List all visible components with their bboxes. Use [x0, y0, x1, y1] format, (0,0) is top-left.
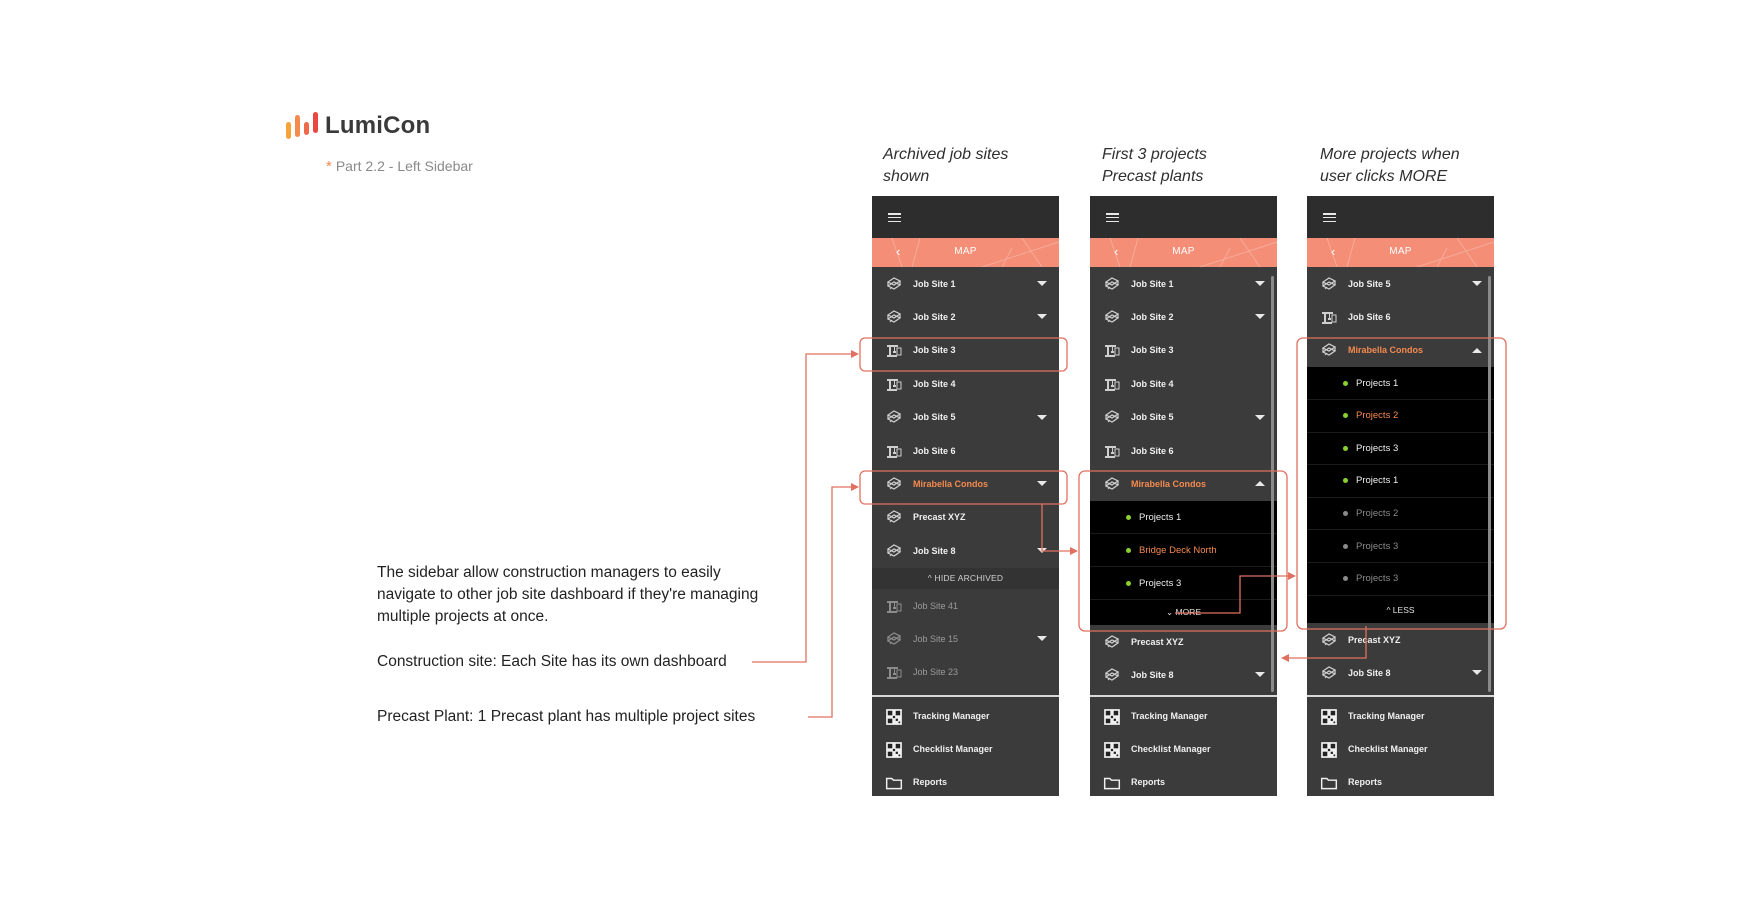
project-item[interactable]	[1090, 567, 1277, 600]
sidebar-item-job-site-8[interactable]	[1307, 656, 1494, 689]
sidebar-item-label: Job Site 3	[1131, 345, 1174, 356]
sidebar-topbar	[1307, 196, 1494, 238]
chevron-down-icon[interactable]	[1472, 281, 1482, 286]
precast-plant-icon	[885, 631, 903, 647]
sidebar-item-job-site-8[interactable]	[1090, 658, 1277, 691]
lumicon-logo-icon	[285, 110, 321, 142]
chevron-left-icon[interactable]: ‹	[1331, 244, 1336, 259]
folder-icon	[1103, 774, 1121, 790]
sidebar-item-label: Job Site 1	[913, 278, 956, 289]
page-subtitle: * Part 2.2 - Left Sidebar	[326, 158, 473, 175]
sidebar-item-label: Job Site 5	[913, 412, 956, 423]
project-item[interactable]	[1307, 563, 1494, 596]
sidebar-item-label: Job Site 5	[1348, 278, 1391, 289]
project-item[interactable]	[1307, 497, 1494, 530]
project-list-expanded	[1307, 367, 1494, 623]
sidebar-item-job-site-6[interactable]	[1090, 434, 1277, 467]
chevron-down-icon[interactable]	[1037, 636, 1047, 641]
brand-name: LumiCon	[325, 112, 431, 139]
precast-plant-icon	[885, 543, 903, 559]
status-dot-icon	[1343, 413, 1348, 418]
project-item[interactable]	[1307, 400, 1494, 433]
sidebar-item-checklist-manager[interactable]	[872, 732, 1059, 765]
sidebar-more-projects	[1307, 196, 1494, 796]
sidebar-item-precast-xyz[interactable]	[1307, 623, 1494, 656]
sidebar-item-label: Mirabella Condos	[913, 478, 989, 489]
qr-code-icon	[1103, 708, 1121, 724]
qr-code-icon	[885, 741, 903, 757]
precast-plant-icon	[1320, 342, 1338, 358]
sidebar-item-job-site-4[interactable]	[872, 367, 1059, 400]
sidebar-item-label: Job Site 2	[1131, 311, 1174, 322]
map-label: MAP	[1172, 246, 1195, 257]
precast-plant-icon	[1320, 276, 1338, 292]
sidebar-item-label: Job Site 6	[1131, 445, 1174, 456]
sidebar-item-label: Job Site 2	[913, 311, 956, 322]
sidebar-item-checklist-manager[interactable]	[1090, 732, 1277, 765]
caption-first-projects: First 3 projects Precast plants	[1102, 146, 1207, 185]
status-dot-icon	[1126, 548, 1131, 553]
scrollbar[interactable]	[1488, 276, 1491, 692]
crane-icon	[885, 342, 903, 358]
arrow-construction-site	[752, 354, 858, 662]
sidebar-item-label: Job Site 8	[1348, 667, 1391, 678]
more-button[interactable]: ⌄ MORE	[1166, 607, 1201, 617]
map-button[interactable]	[1090, 238, 1277, 267]
precast-plant-icon	[1320, 665, 1338, 681]
sidebar-item-label: Tracking Manager	[1348, 710, 1425, 721]
map-button[interactable]	[872, 238, 1059, 267]
project-label: Projects 3	[1356, 540, 1399, 552]
sidebar-item-label: Job Site 6	[913, 445, 956, 456]
sidebar-divider	[1090, 695, 1277, 697]
sidebar-item-label: Tracking Manager	[913, 710, 990, 721]
hamburger-menu-icon[interactable]	[1106, 213, 1119, 222]
sidebar-item-mirabella-condos[interactable]	[1307, 334, 1494, 367]
precast-plant-icon	[885, 476, 903, 492]
project-item[interactable]	[1090, 501, 1277, 534]
status-dot-icon	[1343, 446, 1348, 451]
project-item[interactable]	[1307, 530, 1494, 563]
crane-icon	[1103, 443, 1121, 459]
chevron-down-icon[interactable]	[1037, 481, 1047, 486]
crane-icon	[885, 443, 903, 459]
sidebar-topbar	[1090, 196, 1277, 238]
chevron-up-icon[interactable]	[1472, 348, 1482, 353]
sidebar-topbar	[872, 196, 1059, 238]
sidebar-item-label: Job Site 5	[1131, 412, 1174, 423]
project-label: Bridge Deck North	[1139, 544, 1217, 556]
sidebar-item-reports[interactable]	[1307, 765, 1494, 796]
project-item[interactable]	[1307, 367, 1494, 400]
crane-icon	[885, 664, 903, 680]
project-item[interactable]	[1307, 432, 1494, 465]
scrollbar[interactable]	[1271, 276, 1274, 692]
project-item[interactable]	[1090, 534, 1277, 567]
precast-plant-icon	[885, 509, 903, 525]
sidebar-item-label: Job Site 6	[1348, 311, 1391, 322]
precast-plant-icon	[885, 409, 903, 425]
precast-plant-icon	[1320, 632, 1338, 648]
folder-icon	[885, 774, 903, 790]
chevron-down-icon[interactable]	[1255, 314, 1265, 319]
chevron-down-icon[interactable]	[1255, 672, 1265, 677]
crane-icon	[1103, 376, 1121, 392]
sidebar-item-label: Precast XYZ	[1131, 636, 1184, 647]
construction-site-note: Construction site: Each Site has its own dashboard	[377, 653, 727, 670]
chevron-down-icon[interactable]	[1037, 548, 1047, 553]
sidebar-item-job-site-2[interactable]	[1090, 300, 1277, 333]
precast-plant-icon	[1103, 634, 1121, 650]
status-dot-icon	[1343, 511, 1348, 516]
status-dot-icon	[1126, 581, 1131, 586]
project-label: Projects 1	[1139, 511, 1182, 523]
sidebar-divider	[872, 695, 1059, 697]
map-label: MAP	[954, 246, 977, 257]
arrow-precast-plant	[808, 487, 858, 717]
sidebar-item-label: Reports	[1348, 776, 1383, 787]
chevron-left-icon[interactable]: ‹	[1114, 244, 1119, 259]
precast-plant-icon	[1103, 476, 1121, 492]
qr-code-icon	[885, 708, 903, 724]
sidebar-item-label: Job Site 4	[913, 378, 956, 389]
project-label: Projects 1	[1356, 475, 1399, 487]
chevron-down-icon[interactable]	[1472, 670, 1482, 675]
crane-icon	[885, 598, 903, 614]
sidebar-item-job-site-3[interactable]	[1090, 334, 1277, 367]
project-label: Projects 3	[1356, 573, 1399, 585]
sidebar-item-job-site-5[interactable]	[1090, 401, 1277, 434]
hide-archived-button[interactable]: ^ HIDE ARCHIVED	[872, 568, 1059, 589]
sidebar-archived	[872, 196, 1059, 796]
sidebar-item-label: Tracking Manager	[1131, 710, 1208, 721]
sidebar-item-mirabella-condos[interactable]	[1090, 467, 1277, 500]
sidebar-item-precast-xyz[interactable]	[1090, 625, 1277, 658]
qr-code-icon	[1320, 708, 1338, 724]
chevron-down-icon[interactable]	[1037, 415, 1047, 420]
precast-plant-note: Precast Plant: 1 Precast plant has multiple project sites	[377, 708, 756, 725]
project-label: Projects 3	[1356, 442, 1399, 454]
chevron-down-icon[interactable]	[1255, 415, 1265, 420]
sidebar-item-job-site-1[interactable]	[1090, 267, 1277, 300]
sidebar-item-label: Job Site 3	[913, 345, 956, 356]
sidebar-item-label: Job Site 8	[913, 545, 956, 556]
project-label: Projects 2	[1356, 410, 1399, 422]
sidebar-item-tracking-manager[interactable]	[1307, 699, 1494, 732]
sidebar-item-job-site-6[interactable]	[1307, 300, 1494, 333]
project-list	[1090, 501, 1277, 625]
sidebar-item-job-site-3[interactable]	[872, 334, 1059, 367]
map-label: MAP	[1389, 246, 1412, 257]
sidebar-item-label: Mirabella Condos	[1348, 345, 1424, 356]
sidebar-item-job-site-15[interactable]	[872, 622, 1059, 655]
sidebar-item-label: Precast XYZ	[1348, 634, 1401, 645]
sidebar-item-label: Reports	[913, 776, 948, 787]
sidebar-item-label: Reports	[1131, 776, 1166, 787]
sidebar-item-label: Job Site 23	[913, 667, 959, 678]
status-dot-icon	[1343, 576, 1348, 581]
sidebar-item-label: Job Site 41	[913, 600, 959, 611]
status-dot-icon	[1126, 515, 1131, 520]
sidebar-item-reports[interactable]	[1090, 765, 1277, 796]
chevron-up-icon[interactable]	[1255, 481, 1265, 486]
sidebar-item-label: Job Site 1	[1131, 278, 1174, 289]
sidebar-item-label: Precast XYZ	[913, 512, 966, 523]
sidebar-item-job-site-5[interactable]	[872, 401, 1059, 434]
chevron-down-icon[interactable]	[1255, 281, 1265, 286]
crane-icon	[885, 376, 903, 392]
sidebar-item-job-site-4[interactable]	[1090, 367, 1277, 400]
hamburger-menu-icon[interactable]	[1323, 213, 1336, 222]
status-dot-icon	[1343, 381, 1348, 386]
sidebar-item-label: Job Site 8	[1131, 669, 1174, 680]
project-label: Projects 3	[1139, 577, 1182, 589]
sidebar-item-job-site-23[interactable]	[872, 656, 1059, 689]
project-label: Projects 1	[1356, 377, 1399, 389]
sidebar-item-mirabella-condos[interactable]	[872, 467, 1059, 500]
intro-description: The sidebar allow construction managers to easily navigate to other job site dashboard if they're managing multiple projects at once.	[377, 564, 759, 625]
chevron-down-icon[interactable]	[1037, 281, 1047, 286]
chevron-down-icon[interactable]	[1037, 314, 1047, 319]
sidebar-item-label: Mirabella Condos	[1131, 478, 1207, 489]
precast-plant-icon	[885, 309, 903, 325]
precast-plant-icon	[885, 276, 903, 292]
sidebar-item-label: Checklist Manager	[1348, 743, 1428, 754]
sidebar-item-label: Job Site 4	[1131, 378, 1174, 389]
star-icon: *	[326, 158, 332, 175]
precast-plant-icon	[1103, 409, 1121, 425]
hamburger-menu-icon[interactable]	[888, 213, 901, 222]
chevron-left-icon[interactable]: ‹	[896, 244, 901, 259]
sidebar-item-label: Checklist Manager	[1131, 743, 1211, 754]
crane-icon	[1103, 342, 1121, 358]
precast-plant-icon	[1103, 667, 1121, 683]
caption-more-projects: More projects when user clicks MORE	[1320, 146, 1460, 185]
sidebar-item-job-site-8[interactable]	[872, 534, 1059, 567]
folder-icon	[1320, 774, 1338, 790]
project-item[interactable]	[1307, 465, 1494, 498]
sidebar-item-job-site-5[interactable]	[1307, 267, 1494, 300]
caption-archived: Archived job sites shown	[883, 146, 1009, 185]
qr-code-icon	[1320, 741, 1338, 757]
sidebar-item-label: Checklist Manager	[913, 743, 993, 754]
sidebar-item-job-site-6[interactable]	[872, 434, 1059, 467]
qr-code-icon	[1103, 741, 1121, 757]
sidebar-first-projects	[1090, 196, 1277, 796]
map-button[interactable]	[1307, 238, 1494, 267]
less-button[interactable]: ^ LESS	[1386, 605, 1415, 615]
sidebar-item-precast-xyz[interactable]	[872, 501, 1059, 534]
status-dot-icon	[1343, 544, 1348, 549]
sidebar-divider	[1307, 695, 1494, 697]
project-label: Projects 2	[1356, 507, 1399, 519]
precast-plant-icon	[1103, 309, 1121, 325]
sidebar-item-job-site-1[interactable]	[872, 267, 1059, 300]
sidebar-item-reports[interactable]	[872, 765, 1059, 796]
precast-plant-icon	[1103, 276, 1121, 292]
status-dot-icon	[1343, 478, 1348, 483]
sidebar-item-job-site-2[interactable]	[872, 300, 1059, 333]
sidebar-item-checklist-manager[interactable]	[1307, 732, 1494, 765]
sidebar-item-label: Job Site 15	[913, 633, 959, 644]
brand-logo	[285, 110, 430, 142]
crane-icon	[1320, 309, 1338, 325]
sidebar-item-tracking-manager[interactable]	[1090, 699, 1277, 732]
sidebar-item-tracking-manager[interactable]	[872, 699, 1059, 732]
sidebar-item-job-site-41[interactable]	[872, 589, 1059, 622]
